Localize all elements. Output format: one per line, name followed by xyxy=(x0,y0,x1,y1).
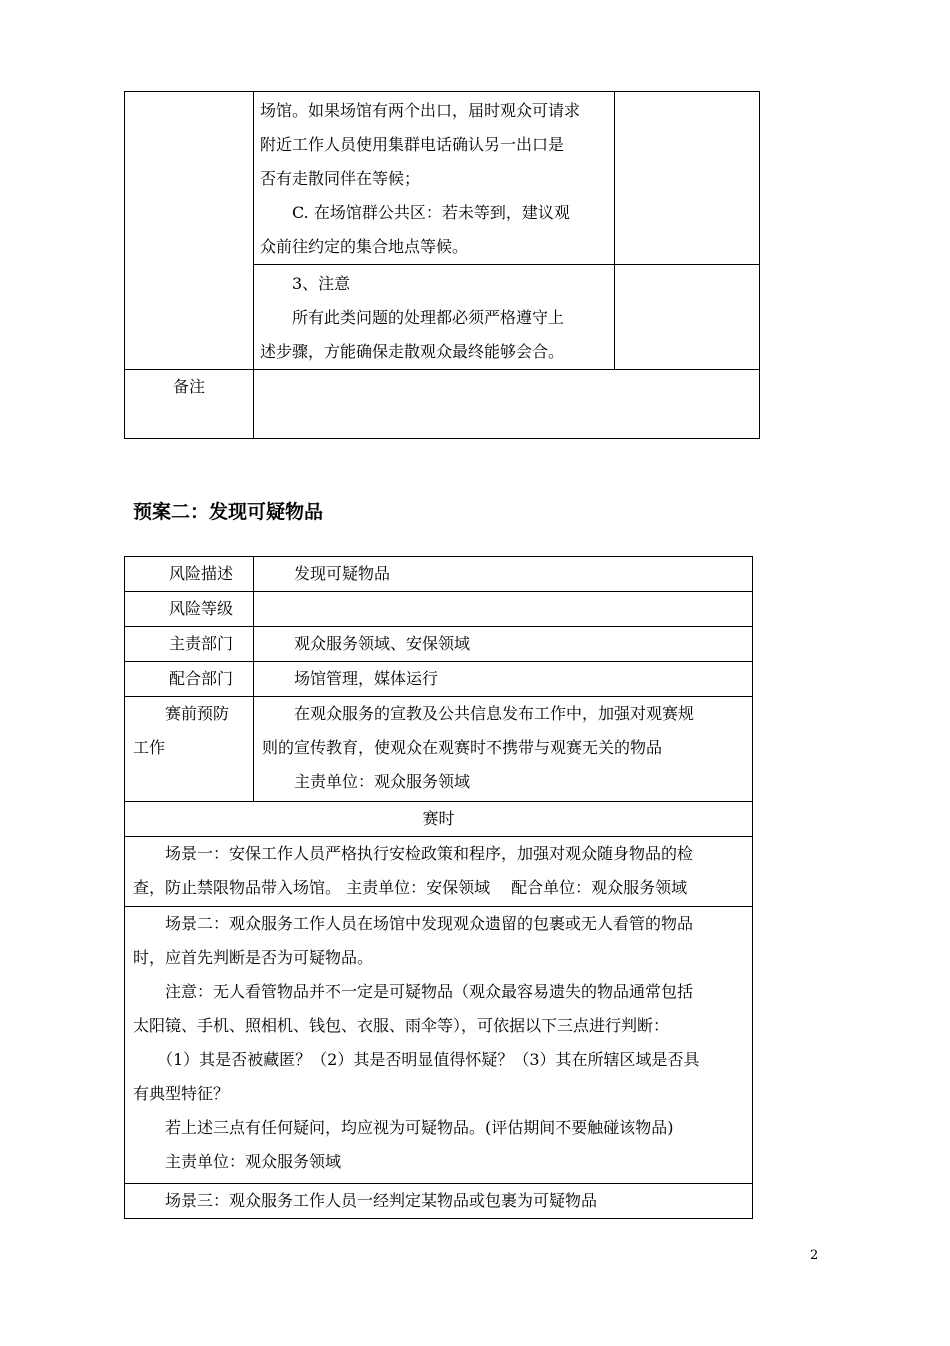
text-line: 众前往约定的集合地点等候。 xyxy=(260,237,469,256)
text-line: 3、注意 xyxy=(260,274,351,293)
text-line: 有典型特征？ xyxy=(133,1084,230,1103)
text-line: 时，应首先判断是否为可疑物品。 xyxy=(133,948,374,967)
row-value xyxy=(254,592,753,627)
during-label: 赛时 xyxy=(125,802,753,837)
row-value: 观众服务领域、安保领域 xyxy=(254,627,753,662)
plan-table xyxy=(124,556,753,1219)
remark-label xyxy=(125,370,254,439)
page-number: 2 xyxy=(810,1248,819,1263)
empty-cell xyxy=(615,265,760,370)
text-line: 在观众服务的宣教及公共信息发布工作中，加强对观赛规 xyxy=(262,704,695,723)
text-line: 附近工作人员使用集群电话确认另一出口是 xyxy=(260,135,565,154)
procedure-text-cell xyxy=(254,92,615,265)
prep-label xyxy=(125,697,254,802)
row-value: 场馆管理，媒体运行 xyxy=(254,662,753,697)
text-line: 否有走散同伴在等候； xyxy=(260,169,421,188)
text-line: 场景一：安保工作人员严格执行安检政策和程序，加强对观众随身物品的检 xyxy=(133,844,694,863)
text-line: 查，防止禁限物品带入场馆。 主责单位：安保领域 配合单位：观众服务领域 xyxy=(133,878,688,897)
continuation-table xyxy=(124,91,760,439)
text-line: （1）其是否被藏匿？（2）其是否明显值得怀疑？（3）其在所辖区域是否具 xyxy=(133,1050,700,1069)
row-value: 发现可疑物品 xyxy=(254,557,753,592)
scene-one xyxy=(125,837,753,907)
row-label: 主责部门 xyxy=(125,627,254,662)
section-heading: 预案二：发现可疑物品 xyxy=(133,501,324,523)
text-line: 太阳镜、手机、照相机、钱包、衣服、雨伞等），可依据以下三点进行判断： xyxy=(133,1016,670,1035)
text-line: 则的宣传教育，使观众在观赛时不携带与观赛无关的物品 xyxy=(262,738,663,757)
remark-label-text: 备注 xyxy=(172,377,205,396)
remark-value xyxy=(254,370,760,439)
row-label: 配合部门 xyxy=(125,662,254,697)
row-label: 风险等级 xyxy=(125,592,254,627)
text-line: 所有此类问题的处理都必须严格遵守上 xyxy=(260,308,565,327)
text-line: 赛前预防 xyxy=(133,704,230,723)
empty-cell xyxy=(615,92,760,265)
scene-three: 场景三：观众服务工作人员一经判定某物品或包裹为可疑物品 xyxy=(125,1184,753,1219)
text-line: 主责单位：观众服务领域 xyxy=(262,772,471,791)
prep-value xyxy=(254,697,753,802)
text-line: 述步骤，方能确保走散观众最终能够会合。 xyxy=(260,342,565,361)
text-line: 注意：无人看管物品并不一定是可疑物品（观众最容易遗失的物品通常包括 xyxy=(133,982,694,1001)
text-line: 主责单位：观众服务领域 xyxy=(133,1152,342,1171)
note-text-cell xyxy=(254,265,615,370)
scene-two xyxy=(125,907,753,1184)
text-line: 若上述三点有任何疑问，均应视为可疑物品。(评估期间不要触碰该物品) xyxy=(133,1118,674,1137)
row-label: 风险描述 xyxy=(125,557,254,592)
text-line: C. 在场馆群公共区：若未等到，建议观 xyxy=(260,203,570,222)
empty-label-cell xyxy=(125,92,254,370)
text-line: 工作 xyxy=(133,738,166,757)
text-line: 场景二：观众服务工作人员在场馆中发现观众遗留的包裹或无人看管的物品 xyxy=(133,914,694,933)
text-line: 场馆。如果场馆有两个出口，届时观众可请求 xyxy=(260,101,581,120)
